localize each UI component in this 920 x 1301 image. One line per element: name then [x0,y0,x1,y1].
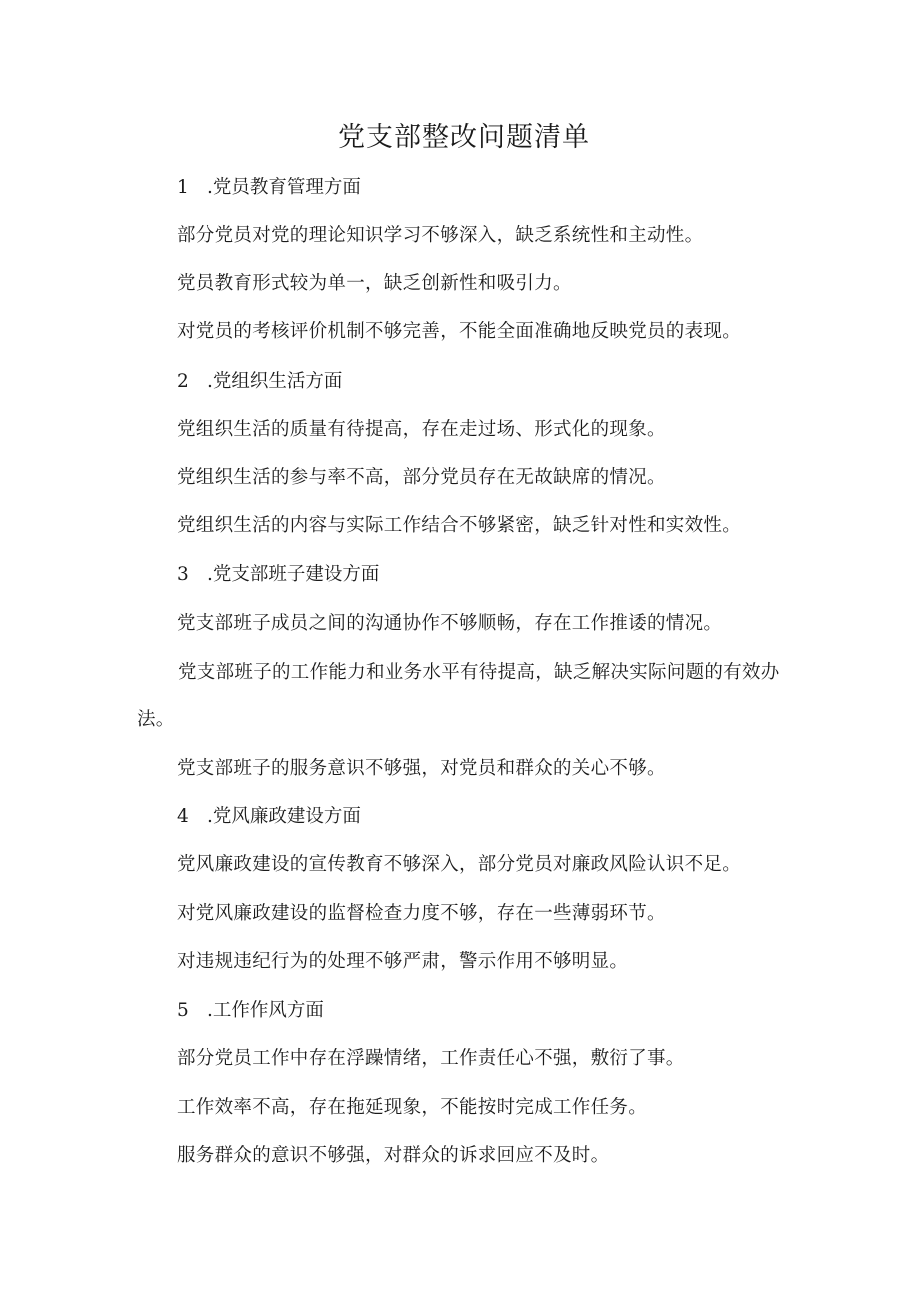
list-item-wrapped: 党支部班子的工作能力和业务水平有待提高，缺乏解决实际问题的有效办法。 [137,662,780,730]
section-heading-text: .工作作风方面 [207,1000,324,1021]
list-item: 党支部班子的服务意识不够强，对党员和群众的关心不够。 [177,758,666,779]
section-number: 5 [177,1000,189,1021]
section-heading-text: .党员教育管理方面 [207,177,361,198]
list-item: 党组织生活的质量有待提高，存在走过场、形式化的现象。 [177,419,666,440]
section-heading-4 [177,803,361,831]
list-item: 党风廉政建设的宣传教育不够深入，部分党员对廉政风险认识不足。 [177,854,742,875]
section-number: 3 [177,564,189,585]
list-item: 对违规违纪行为的处理不够严肃，警示作用不够明显。 [177,951,629,972]
section-heading-text: .党组织生活方面 [207,371,343,392]
list-item: 党员教育形式较为单一，缺乏创新性和吸引力。 [177,273,572,294]
list-item: 部分党员工作中存在浮躁情绪，工作责任心不强，敷衍了事。 [177,1048,685,1069]
section-heading-5 [177,997,324,1025]
section-heading-2 [177,368,342,396]
list-item: 工作效率不高，存在拖延现象，不能按时完成工作任务。 [177,1097,648,1118]
list-item: 党支部班子成员之间的沟通协作不够顺畅，存在工作推诿的情况。 [177,613,723,634]
list-item: 党组织生活的内容与实际工作结合不够紧密，缺乏针对性和实效性。 [177,515,742,536]
section-number: 2 [177,371,189,392]
list-item: 服务群众的意识不够强，对群众的诉求回应不及时。 [177,1145,610,1166]
list-item: 对党风廉政建设的监督检查力度不够，存在一些薄弱环节。 [177,903,666,924]
list-item: 对党员的考核评价机制不够完善，不能全面准确地反映党员的表现。 [177,321,742,342]
section-number: 1 [177,177,189,198]
section-heading-text: .党支部班子建设方面 [207,564,380,585]
page-title: 党支部整改问题清单 [338,122,590,153]
section-heading-1 [177,174,361,202]
list-item: 党组织生活的参与率不高，部分党员存在无故缺席的情况。 [177,467,666,488]
list-item: 部分党员对党的理论知识学习不够深入，缺乏系统性和主动性。 [177,225,704,246]
section-heading-text: .党风廉政建设方面 [207,806,361,827]
section-heading-3 [177,561,379,589]
section-number: 4 [177,806,189,827]
